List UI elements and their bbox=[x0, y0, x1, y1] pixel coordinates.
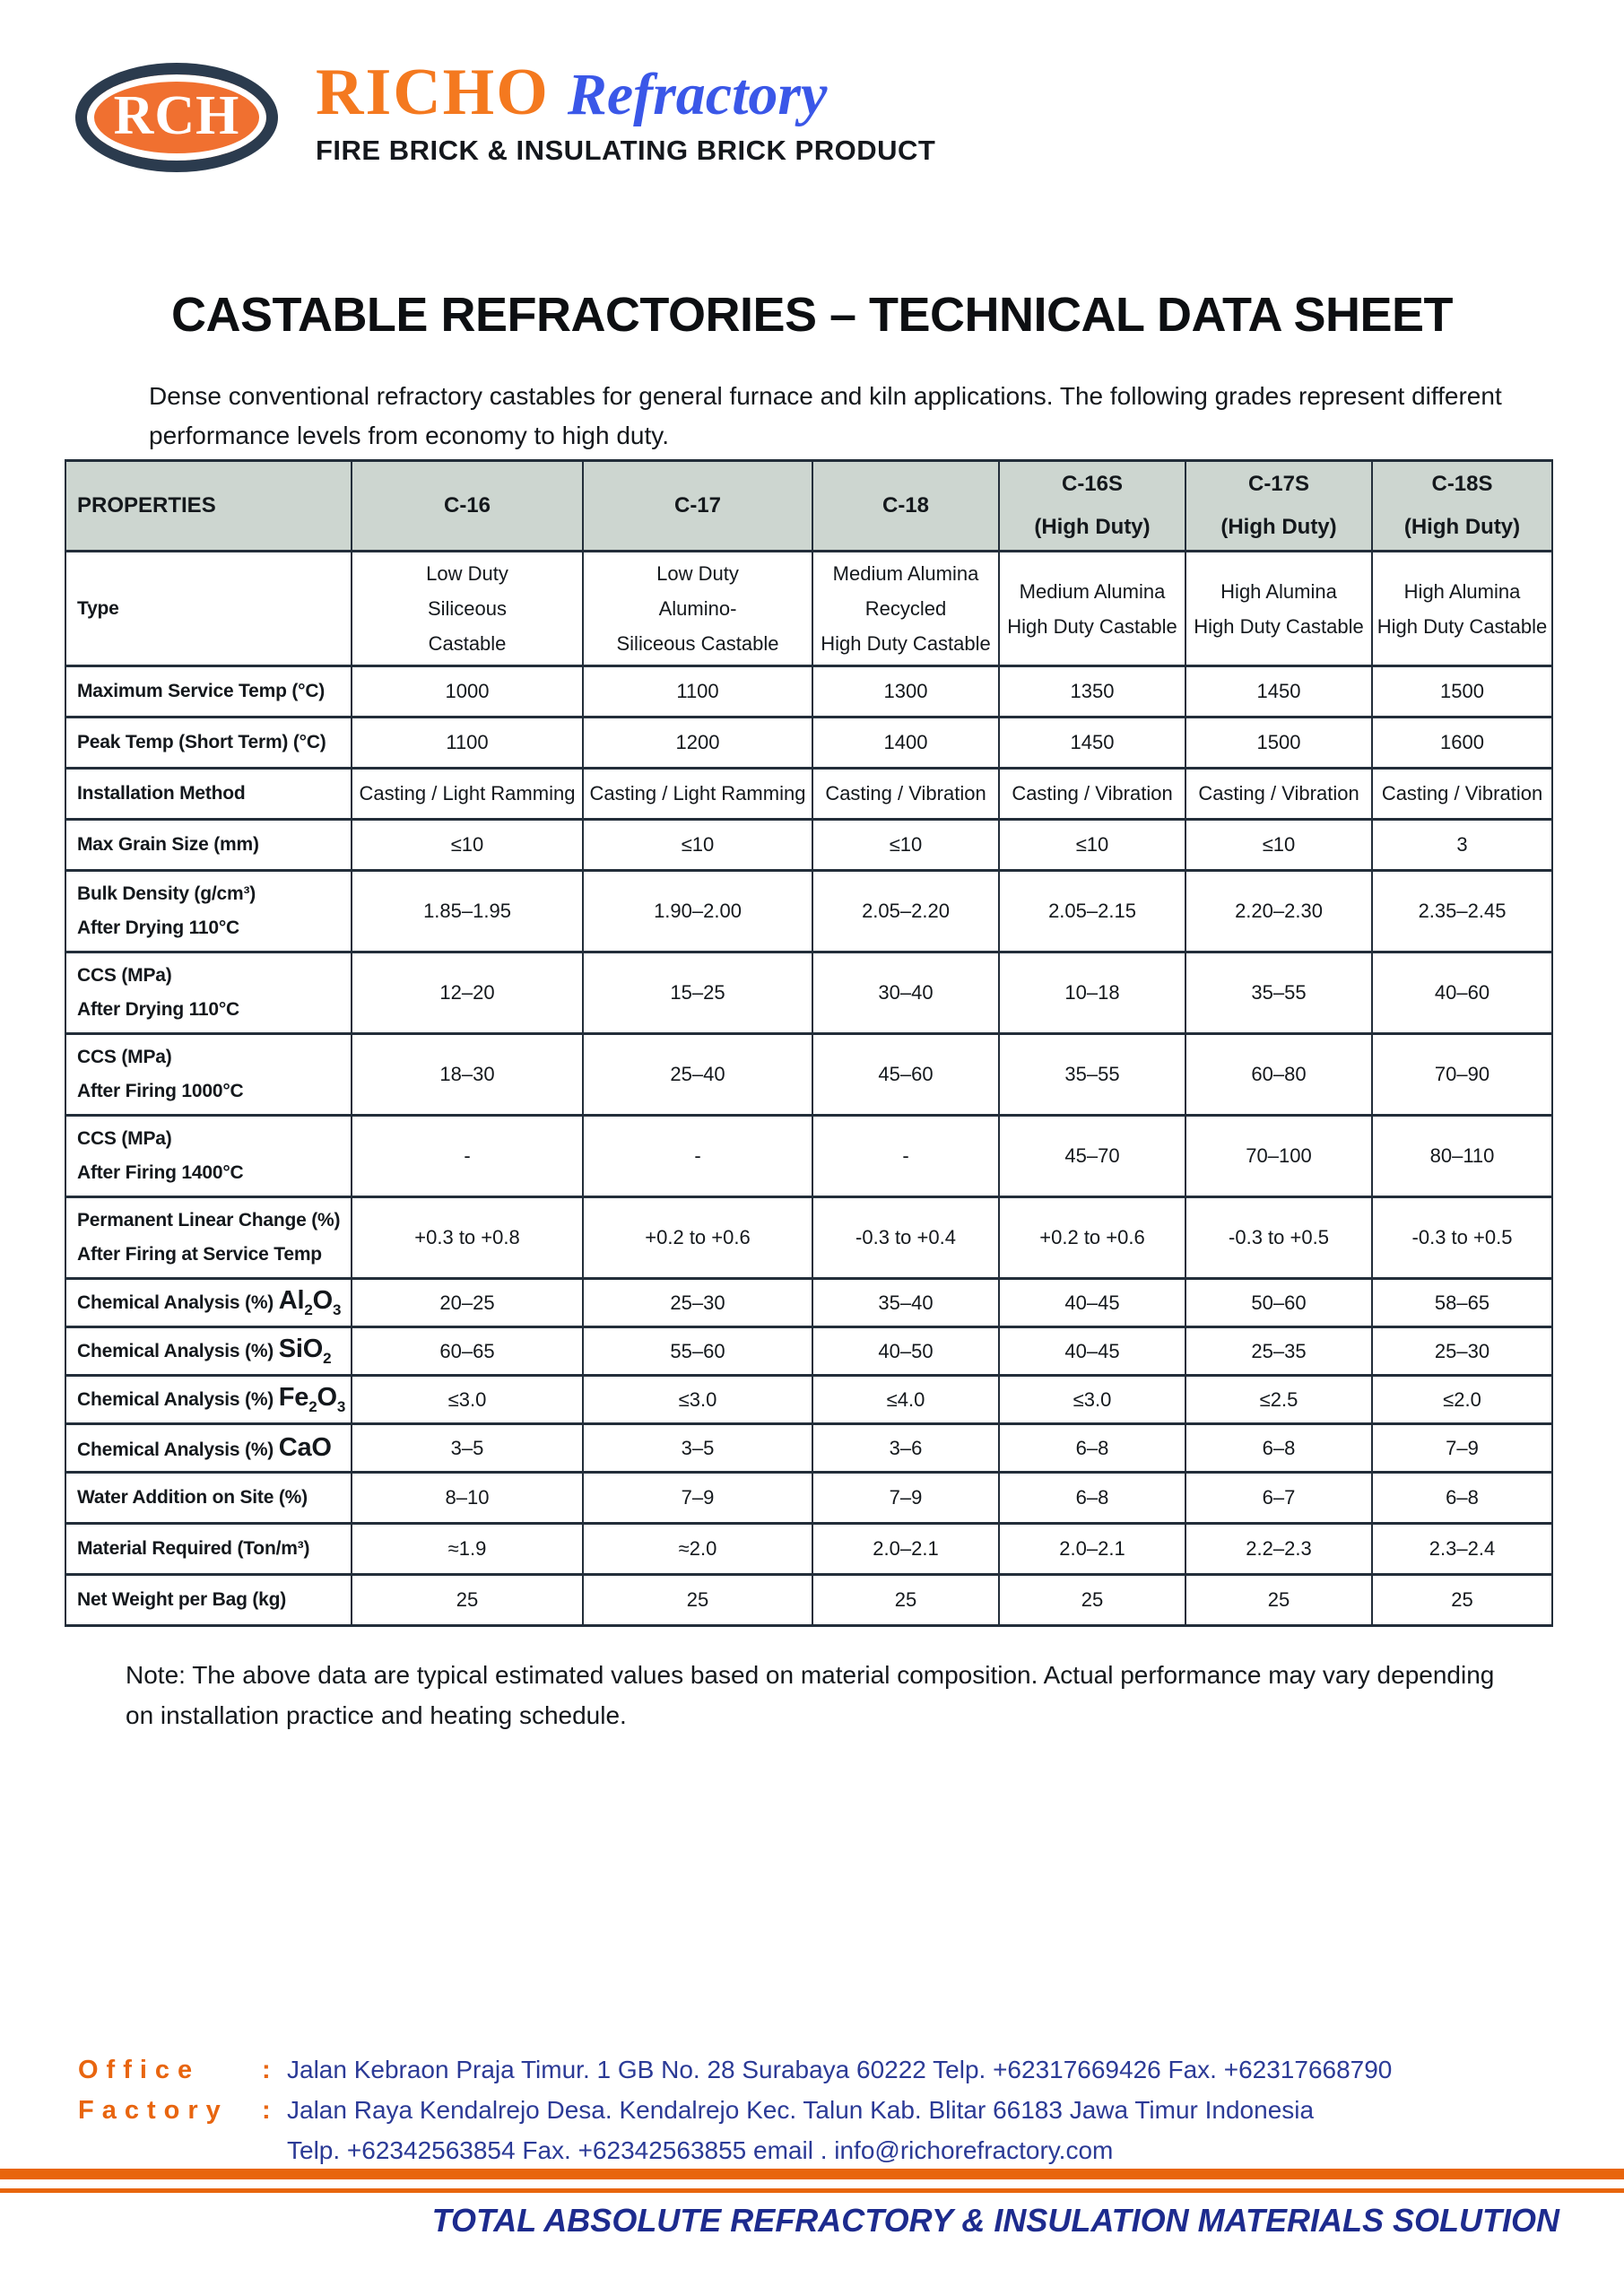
property-label: Chemical Analysis (%) SiO$_2$ bbox=[65, 1327, 352, 1376]
value-cell: 2.05–2.15 bbox=[999, 871, 1185, 952]
value-cell: +0.2 to +0.6 bbox=[583, 1197, 812, 1279]
column-header-c-17: C-17 bbox=[583, 461, 812, 552]
chemical-formula: CaO bbox=[278, 1433, 332, 1462]
column-header-properties: PROPERTIES bbox=[65, 461, 352, 552]
property-label: Installation Method bbox=[65, 769, 352, 820]
value-cell: 25–40 bbox=[583, 1034, 812, 1116]
table-header-row bbox=[65, 461, 1552, 552]
table-row bbox=[65, 769, 1552, 820]
value-cell: 60–65 bbox=[352, 1327, 583, 1376]
value-cell: 6–7 bbox=[1185, 1473, 1372, 1524]
contact-office-address: Jalan Kebraon Praja Timur. 1 GB No. 28 Surabaya 60222 Telp. +62317669426 Fax. +62317668790 bbox=[287, 2056, 1393, 2083]
value-cell: Casting / Vibration bbox=[812, 769, 999, 820]
value-cell: 6–8 bbox=[999, 1424, 1185, 1473]
value-cell: 1.90–2.00 bbox=[583, 871, 812, 952]
value-cell: 1500 bbox=[1372, 666, 1552, 718]
value-cell: ≤10 bbox=[352, 820, 583, 871]
footnote: Note: The above data are typical estimated values based on material composition. Actual performance may vary depending on installation practice and heating schedule. bbox=[126, 1661, 1495, 1729]
company-logo-badge bbox=[75, 63, 278, 172]
value-cell: 7–9 bbox=[812, 1473, 999, 1524]
property-label: Type bbox=[65, 552, 352, 666]
table-row bbox=[65, 1376, 1552, 1424]
footer-accent-bar-thick bbox=[0, 2169, 1624, 2179]
table-row bbox=[65, 952, 1552, 1034]
value-cell: 35–55 bbox=[999, 1034, 1185, 1116]
value-cell: ≤4.0 bbox=[812, 1376, 999, 1424]
property-label: Peak Temp (Short Term) (°C) bbox=[65, 718, 352, 769]
contact-label-factory: Factory bbox=[78, 2096, 229, 2125]
value-cell: Low Duty Alumino- Siliceous Castable bbox=[583, 552, 812, 666]
value-cell: -0.3 to +0.5 bbox=[1372, 1197, 1552, 1279]
contact-block bbox=[78, 2056, 1558, 2177]
page-title: CASTABLE REFRACTORIES – TECHNICAL DATA SHEET bbox=[170, 288, 1454, 342]
value-cell: Casting / Vibration bbox=[999, 769, 1185, 820]
value-cell: 1300 bbox=[812, 666, 999, 718]
value-cell: ≈1.9 bbox=[352, 1524, 583, 1575]
value-cell: 25 bbox=[583, 1575, 812, 1626]
contact-row-factory bbox=[78, 2096, 1558, 2136]
value-cell: 25 bbox=[352, 1575, 583, 1626]
value-cell: +0.3 to +0.8 bbox=[352, 1197, 583, 1279]
table-row bbox=[65, 1575, 1552, 1626]
value-cell: 55–60 bbox=[583, 1327, 812, 1376]
value-cell: High Alumina High Duty Castable bbox=[1372, 552, 1552, 666]
footer-accent-bar-thin bbox=[0, 2188, 1624, 2193]
value-cell: 1100 bbox=[583, 666, 812, 718]
table-row bbox=[65, 718, 1552, 769]
value-cell: 25 bbox=[812, 1575, 999, 1626]
value-cell: 35–40 bbox=[812, 1279, 999, 1327]
contact-row-office bbox=[78, 2056, 1558, 2096]
value-cell: 45–70 bbox=[999, 1116, 1185, 1197]
value-cell: 70–90 bbox=[1372, 1034, 1552, 1116]
table-row bbox=[65, 552, 1552, 666]
column-header-c-18: C-18 bbox=[812, 461, 999, 552]
contact-factory-address: Jalan Raya Kendalrejo Desa. Kendalrejo Kec. Talun Kab. Blitar 66183 Jawa Timur Indonesia bbox=[287, 2096, 1315, 2124]
value-cell: 1600 bbox=[1372, 718, 1552, 769]
value-cell: ≤10 bbox=[999, 820, 1185, 871]
property-label: Chemical Analysis (%) $Fe_2O_3$ bbox=[65, 1376, 352, 1424]
logo-badge-text: RCH bbox=[113, 84, 240, 146]
value-cell: 3–6 bbox=[812, 1424, 999, 1473]
value-cell: 8–10 bbox=[352, 1473, 583, 1524]
table-row bbox=[65, 871, 1552, 952]
value-cell: 45–60 bbox=[812, 1034, 999, 1116]
contact-separator: : bbox=[262, 2096, 271, 2125]
table-row bbox=[65, 1034, 1552, 1116]
value-cell: 6–8 bbox=[1185, 1424, 1372, 1473]
value-cell: 2.3–2.4 bbox=[1372, 1524, 1552, 1575]
value-cell: 3–5 bbox=[352, 1424, 583, 1473]
value-cell: 60–80 bbox=[1185, 1034, 1372, 1116]
value-cell: ≤10 bbox=[812, 820, 999, 871]
brand-name bbox=[316, 56, 935, 129]
value-cell: 25–35 bbox=[1185, 1327, 1372, 1376]
property-label: Chemical Analysis (%) $Al_2O_3$ bbox=[65, 1279, 352, 1327]
value-cell: 7–9 bbox=[583, 1473, 812, 1524]
property-label: Net Weight per Bag (kg) bbox=[65, 1575, 352, 1626]
value-cell: 40–60 bbox=[1372, 952, 1552, 1034]
value-cell: 1450 bbox=[1185, 666, 1372, 718]
value-cell: 2.0–2.1 bbox=[812, 1524, 999, 1575]
intro-paragraph: Dense conventional refractory castables for general furnace and kiln applications. The following grades represent different performance levels from economy to high duty. bbox=[149, 382, 1502, 449]
value-cell: High Alumina High Duty Castable bbox=[1185, 552, 1372, 666]
value-cell: ≤3.0 bbox=[583, 1376, 812, 1424]
value-cell: 1000 bbox=[352, 666, 583, 718]
value-cell: - bbox=[812, 1116, 999, 1197]
value-cell: Casting / Light Ramming bbox=[583, 769, 812, 820]
value-cell: 35–55 bbox=[1185, 952, 1372, 1034]
property-label: Water Addition on Site (%) bbox=[65, 1473, 352, 1524]
property-label: Maximum Service Temp (°C) bbox=[65, 666, 352, 718]
property-label: Chemical Analysis (%) CaO bbox=[65, 1424, 352, 1473]
value-cell: ≈2.0 bbox=[583, 1524, 812, 1575]
property-label: CCS (MPa) After Firing 1000°C bbox=[65, 1034, 352, 1116]
brand-name-refractory: Refractory bbox=[567, 62, 828, 127]
value-cell: 1500 bbox=[1185, 718, 1372, 769]
contact-label-office: Office bbox=[78, 2056, 201, 2084]
property-label: Permanent Linear Change (%) After Firing at Service Temp bbox=[65, 1197, 352, 1279]
value-cell: 25 bbox=[1185, 1575, 1372, 1626]
value-cell: 30–40 bbox=[812, 952, 999, 1034]
value-cell: Medium Alumina High Duty Castable bbox=[999, 552, 1185, 666]
table-row bbox=[65, 1473, 1552, 1524]
contact-separator: : bbox=[262, 2056, 271, 2084]
brand-block bbox=[316, 56, 936, 167]
value-cell: Low Duty Siliceous Castable bbox=[352, 552, 583, 666]
value-cell: -0.3 to +0.5 bbox=[1185, 1197, 1372, 1279]
technical-data-table bbox=[65, 459, 1553, 1627]
value-cell: 1350 bbox=[999, 666, 1185, 718]
value-cell: 25 bbox=[1372, 1575, 1552, 1626]
value-cell: 12–20 bbox=[352, 952, 583, 1034]
value-cell: 1450 bbox=[999, 718, 1185, 769]
value-cell: 2.05–2.20 bbox=[812, 871, 999, 952]
table-row bbox=[65, 666, 1552, 718]
value-cell: 3–5 bbox=[583, 1424, 812, 1473]
column-header-c-17s: C-17S (High Duty) bbox=[1185, 461, 1372, 552]
value-cell: 2.2–2.3 bbox=[1185, 1524, 1372, 1575]
contact-phone-email: Telp. +62342563854 Fax. +62342563855 email . info@richorefractory.com bbox=[287, 2136, 1114, 2164]
column-header-c-18s: C-18S (High Duty) bbox=[1372, 461, 1552, 552]
value-cell: 50–60 bbox=[1185, 1279, 1372, 1327]
value-cell: 1100 bbox=[352, 718, 583, 769]
property-label: CCS (MPa) After Firing 1400°C bbox=[65, 1116, 352, 1197]
value-cell: Medium Alumina Recycled High Duty Castable bbox=[812, 552, 999, 666]
value-cell: ≤3.0 bbox=[352, 1376, 583, 1424]
value-cell: 25–30 bbox=[583, 1279, 812, 1327]
value-cell: ≤2.0 bbox=[1372, 1376, 1552, 1424]
value-cell: 6–8 bbox=[1372, 1473, 1552, 1524]
brand-tagline: FIRE BRICK & INSULATING BRICK PRODUCT bbox=[316, 135, 936, 166]
property-label: Max Grain Size (mm) bbox=[65, 820, 352, 871]
value-cell: Casting / Vibration bbox=[1372, 769, 1552, 820]
value-cell: 40–45 bbox=[999, 1327, 1185, 1376]
value-cell: 15–25 bbox=[583, 952, 812, 1034]
value-cell: 80–110 bbox=[1372, 1116, 1552, 1197]
table-row bbox=[65, 1424, 1552, 1473]
value-cell: 70–100 bbox=[1185, 1116, 1372, 1197]
property-label: Material Required (Ton/m³) bbox=[65, 1524, 352, 1575]
value-cell: 20–25 bbox=[352, 1279, 583, 1327]
value-cell: +0.2 to +0.6 bbox=[999, 1197, 1185, 1279]
value-cell: 6–8 bbox=[999, 1473, 1185, 1524]
brand-name-richo: RICHO bbox=[316, 56, 550, 129]
value-cell: 1.85–1.95 bbox=[352, 871, 583, 952]
chemical-formula: SiO$_2$ bbox=[278, 1335, 332, 1367]
table-row bbox=[65, 1197, 1552, 1279]
value-cell: Casting / Light Ramming bbox=[352, 769, 583, 820]
value-cell: 10–18 bbox=[999, 952, 1185, 1034]
value-cell: 1200 bbox=[583, 718, 812, 769]
property-label: Bulk Density (g/cm³) After Drying 110°C bbox=[65, 871, 352, 952]
chemical-formula: $Al_2O_3$ bbox=[278, 1286, 342, 1318]
value-cell: 2.35–2.45 bbox=[1372, 871, 1552, 952]
value-cell: ≤3.0 bbox=[999, 1376, 1185, 1424]
column-header-c-16: C-16 bbox=[352, 461, 583, 552]
table-row bbox=[65, 820, 1552, 871]
value-cell: 25 bbox=[999, 1575, 1185, 1626]
value-cell: ≤10 bbox=[1185, 820, 1372, 871]
value-cell: 3 bbox=[1372, 820, 1552, 871]
table-row bbox=[65, 1116, 1552, 1197]
column-header-c-16s: C-16S (High Duty) bbox=[999, 461, 1185, 552]
value-cell: 40–50 bbox=[812, 1327, 999, 1376]
value-cell: 1400 bbox=[812, 718, 999, 769]
value-cell: - bbox=[352, 1116, 583, 1197]
chemical-formula: $Fe_2O_3$ bbox=[278, 1383, 346, 1415]
table-row bbox=[65, 1524, 1552, 1575]
value-cell: Casting / Vibration bbox=[1185, 769, 1372, 820]
value-cell: - bbox=[583, 1116, 812, 1197]
value-cell: 2.20–2.30 bbox=[1185, 871, 1372, 952]
value-cell: ≤2.5 bbox=[1185, 1376, 1372, 1424]
value-cell: ≤10 bbox=[583, 820, 812, 871]
table-row bbox=[65, 1327, 1552, 1376]
value-cell: 58–65 bbox=[1372, 1279, 1552, 1327]
value-cell: -0.3 to +0.4 bbox=[812, 1197, 999, 1279]
value-cell: 7–9 bbox=[1372, 1424, 1552, 1473]
value-cell: 25–30 bbox=[1372, 1327, 1552, 1376]
table-row bbox=[65, 1279, 1552, 1327]
value-cell: 2.0–2.1 bbox=[999, 1524, 1185, 1575]
value-cell: 18–30 bbox=[352, 1034, 583, 1116]
property-label: CCS (MPa) After Drying 110°C bbox=[65, 952, 352, 1034]
footer-slogan: TOTAL ABSOLUTE REFRACTORY & INSULATION MATERIALS SOLUTION bbox=[431, 2202, 1559, 2239]
value-cell: 40–45 bbox=[999, 1279, 1185, 1327]
